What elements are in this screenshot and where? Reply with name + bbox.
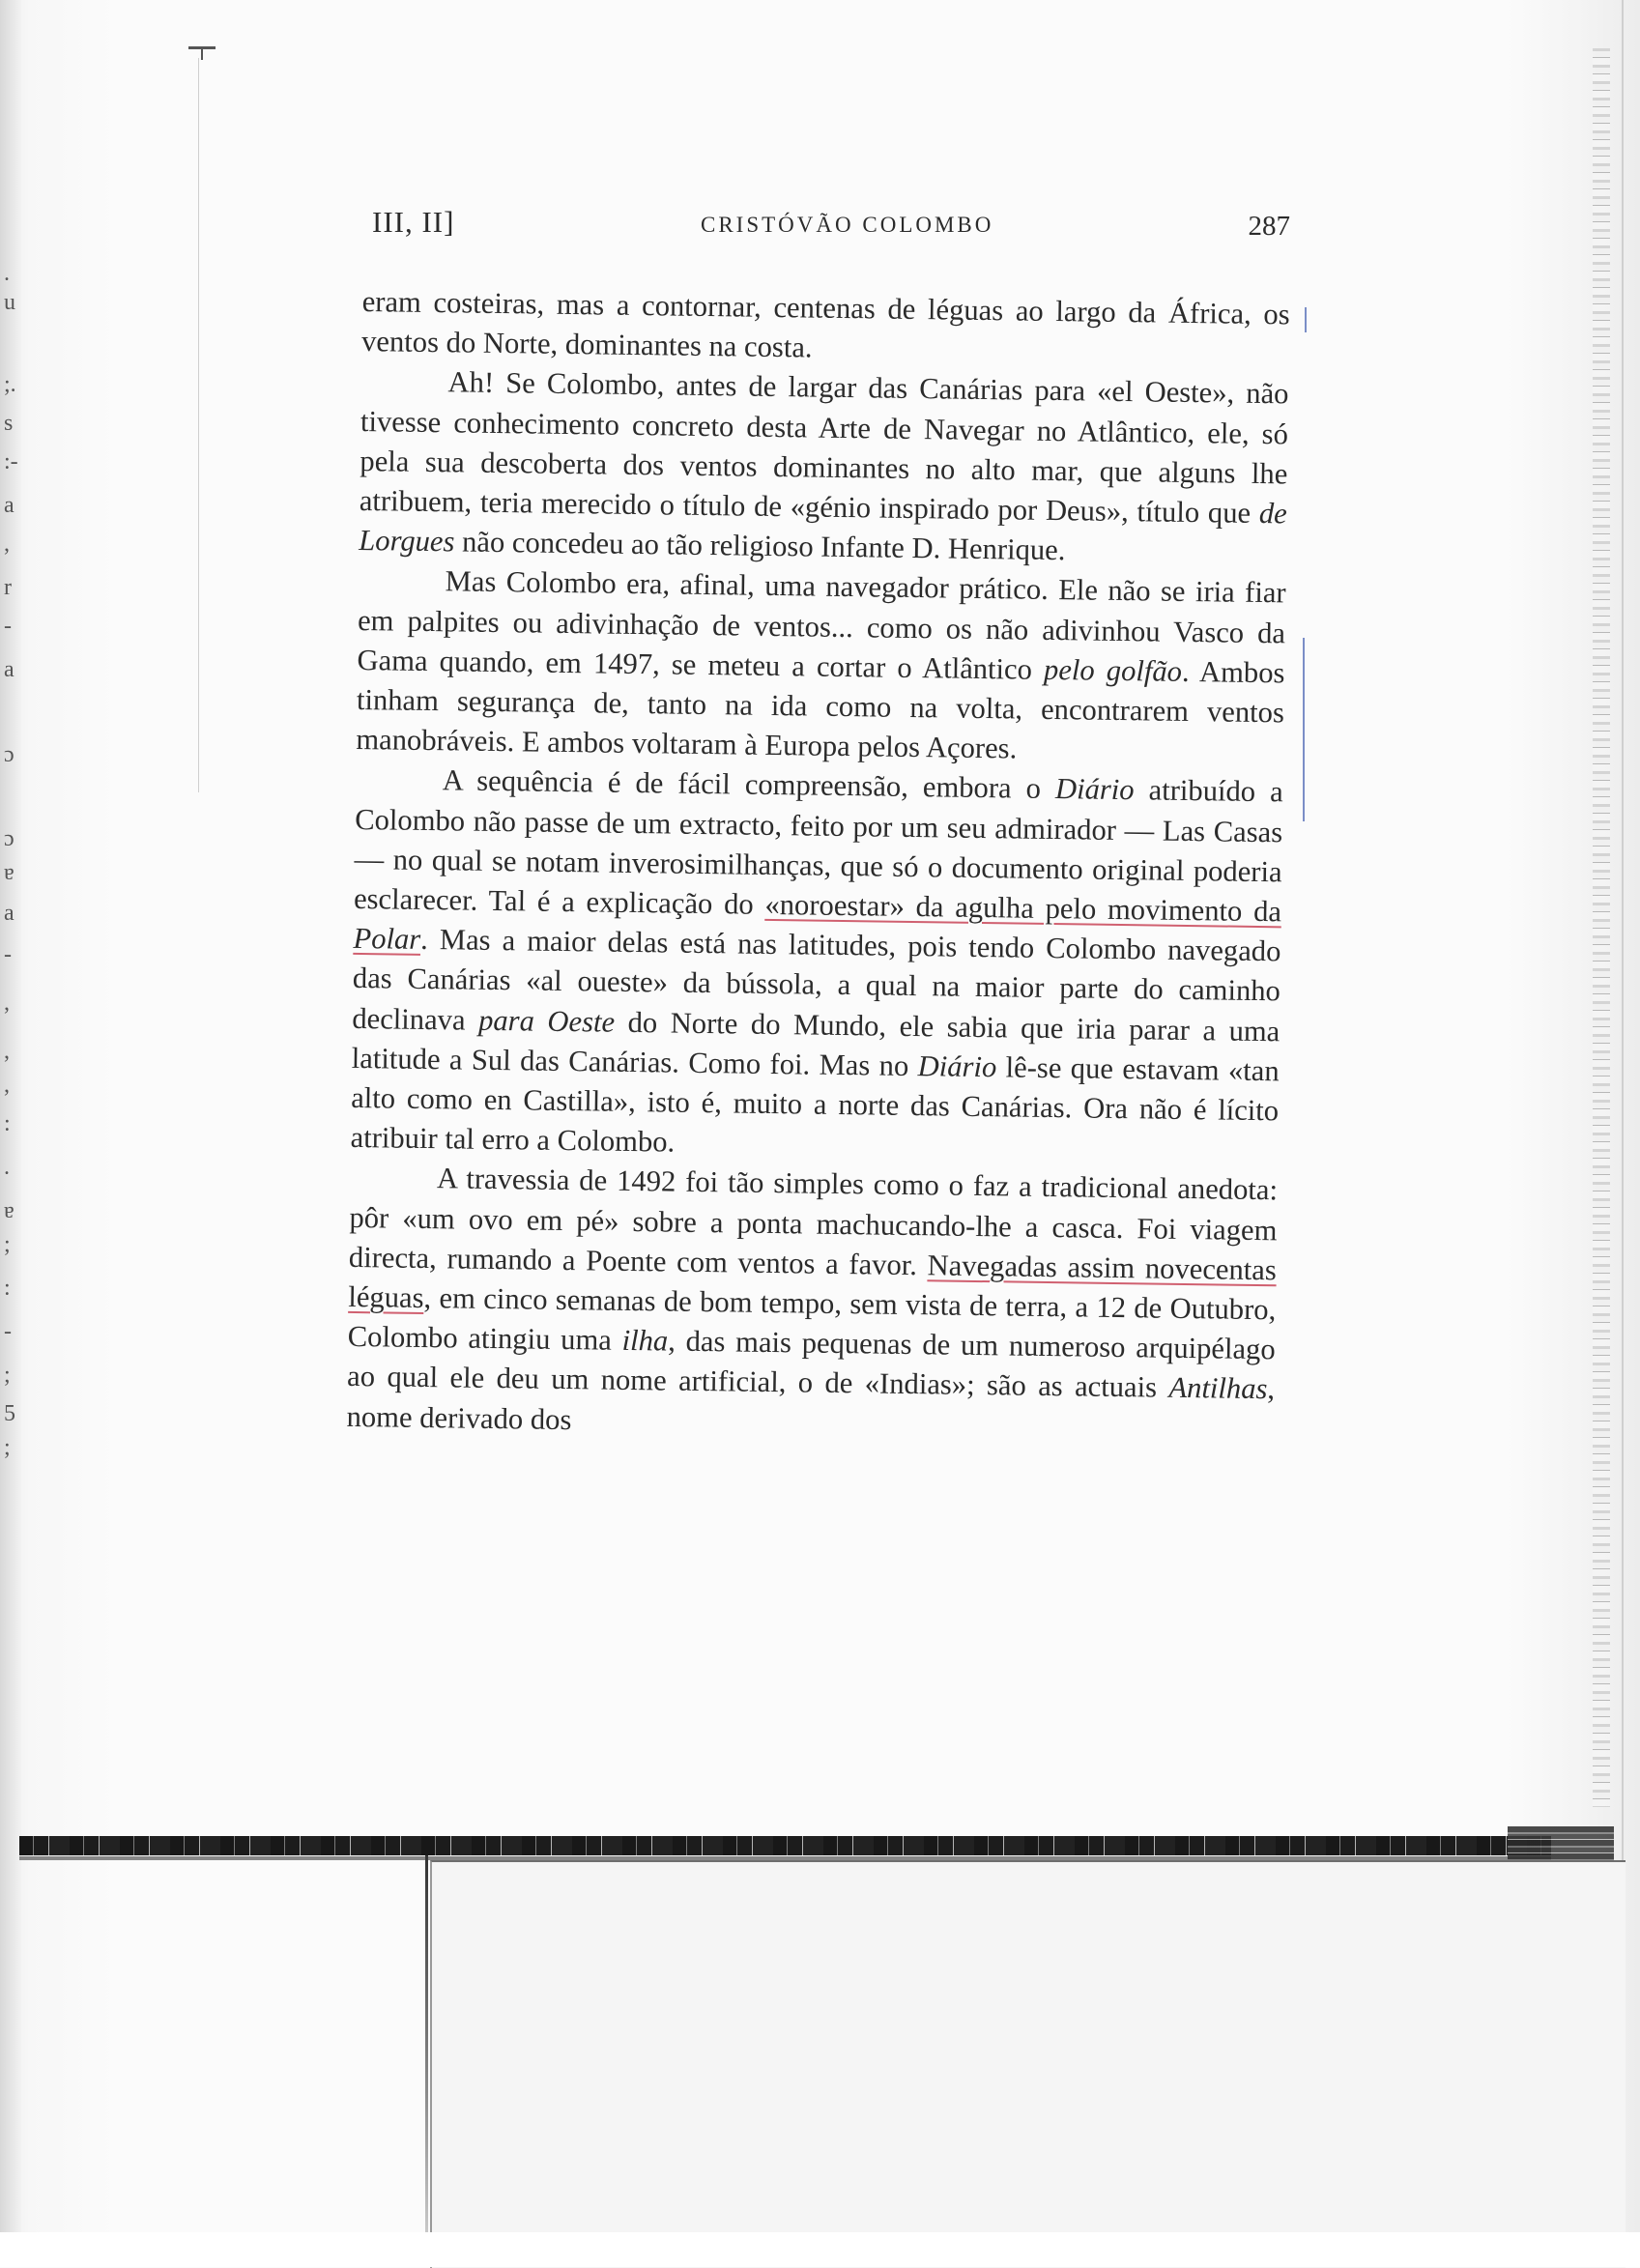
fold-line <box>425 1855 428 2242</box>
text-run: . Ambos tinham segurança de, tanto na ida como na volta, encontrarem ventos manobráveis. E ambos voltaram à Europa pelos Açores. <box>356 654 1285 765</box>
edge-fragment: , <box>4 531 10 557</box>
text-run: , em cinco semanas de bom tempo, sem vista de terra, a 12 de Outubro, Colombo atingiu uma <box>347 1281 1277 1358</box>
edge-fragment: a <box>4 493 14 518</box>
edge-fragment: : <box>4 1276 11 1301</box>
edge-fragment: a <box>4 657 14 682</box>
text-run: Polar <box>353 922 421 957</box>
edge-fragment: - <box>4 942 12 967</box>
running-header <box>372 205 1300 253</box>
margin-crease <box>198 58 199 792</box>
edge-fragment: r <box>4 575 12 600</box>
paragraph <box>359 361 1289 573</box>
text-run: , das mais pequenas de um numeroso arquipélago ao qual ele deu um nome artificial, o de «Indias»; são as actuais <box>346 1324 1276 1405</box>
text-run: «noroestar» da agulha pelo movimento da <box>764 887 1282 929</box>
edge-fragment: :- <box>4 449 18 474</box>
edge-fragment: ;. <box>4 372 16 397</box>
edge-fragment: a <box>4 901 14 926</box>
edge-fragment: . <box>4 1155 10 1180</box>
scan-bar <box>19 1836 1551 1855</box>
scan-speck <box>201 48 203 60</box>
page-number: 287 <box>1248 211 1290 242</box>
text-run: de Lorgues <box>359 496 1287 559</box>
edge-fragment: u <box>4 290 15 315</box>
paragraph <box>346 1158 1278 1450</box>
paragraph <box>356 560 1286 772</box>
edge-fragment: ɔ <box>4 826 14 851</box>
text-run: do Norte do Mundo, ele sabia que iria parar a uma latitude a Sul das Canárias. Como foi. Mas no <box>351 1005 1280 1082</box>
text-run: , nome derivado dos <box>346 1372 1276 1436</box>
text-run: eram costeiras, mas a contornar, centenas de léguas ao largo da África, os ventos do Norte, dominantes na costa. <box>360 284 1290 364</box>
paragraph <box>350 760 1283 1170</box>
margin-pen-mark <box>1303 638 1305 821</box>
text-run: Diário <box>1054 772 1135 807</box>
edge-fragment: , <box>4 1073 10 1098</box>
edge-fragment: ɐ <box>4 860 14 885</box>
text-run: Navegadas assim novecentas léguas <box>348 1249 1278 1315</box>
body-text <box>346 282 1290 1450</box>
edge-fragment: : <box>4 1111 11 1136</box>
edge-fragment: , <box>4 990 10 1016</box>
paragraph <box>361 282 1290 375</box>
edge-fragment: ɔ <box>4 742 14 767</box>
text-run: A sequência é de fácil compreensão, embora o <box>442 763 1056 806</box>
text-run: . Mas a maior delas está nas latitudes, pois tendo Colombo navegado das Canárias «al oueste» da bússola, a qual na maior parte do caminho declinava <box>352 923 1281 1037</box>
margin-pen-mark <box>1305 307 1307 332</box>
running-title: CRISTÓVÃO COLOMBO <box>701 213 994 237</box>
edge-fragment: ; <box>4 1435 11 1460</box>
edge-fragment: s <box>4 411 14 436</box>
text-run: A travessia de 1492 foi tão simples como o faz a tradicional anedota: pôr «um ovo em pé» sobre a ponta machucando-lhe a casca. Foi viagem directa, rumando a Poente com ventos a favor. <box>348 1162 1279 1282</box>
edge-fragment: ; <box>4 1232 11 1257</box>
underlying-sheet <box>430 1860 1626 2268</box>
edge-fragment: ɐ <box>4 1198 14 1223</box>
text-run: Ah! Se Colombo, antes de largar das Canárias para «el Oeste», não tivesse conhecimento concreto desta Arte de Navegar no Atlântico, ele, só pela sua descoberta dos ventos dominantes no alto mar, que alguns lhe atribuem, teria merecido o título de «génio inspirado por Deus», título que <box>359 365 1289 530</box>
edge-fragment: 5 <box>4 1401 15 1426</box>
right-edge-noise <box>1593 48 1610 1807</box>
edge-fragment: - <box>4 1319 12 1344</box>
text-run: ilha <box>621 1324 669 1358</box>
text-run: não concedeu ao tão religioso Infante D. Henrique. <box>454 525 1066 567</box>
text-run: pelo golfão <box>1043 652 1183 688</box>
text-run: Mas Colombo era, afinal, uma navegador prático. Ele não se iria fiar em palpites ou adivinhação de ventos... como os não adivinhou Vasco da Gama quando, em 1497, se meteu a cortar o Atlântico <box>357 564 1286 686</box>
text-run: Diário <box>917 1048 997 1084</box>
text-run: para Oeste <box>477 1003 616 1039</box>
text-run: atribuído a Colombo não passe de um extracto, feito por um seu admirador — Las Casas — no qual se notam inverosimilhanças, que só o documento original poderia esclarecer. Tal é a explicação do <box>353 773 1283 921</box>
text-run: Antilhas <box>1168 1371 1268 1406</box>
edge-fragment: , <box>4 1039 10 1064</box>
bottom-strip <box>0 2232 1640 2267</box>
edge-fragment: . <box>4 261 10 286</box>
edge-fragment: ; <box>4 1363 11 1388</box>
section-reference: III, II] <box>372 205 455 239</box>
text-run: lê-se que estavam «tan alto como en Castilla», isto é, muito a norte das Canárias. Ora não é lícito atribuir tal erro a Colombo. <box>350 1050 1280 1159</box>
edge-fragment: - <box>4 614 12 639</box>
